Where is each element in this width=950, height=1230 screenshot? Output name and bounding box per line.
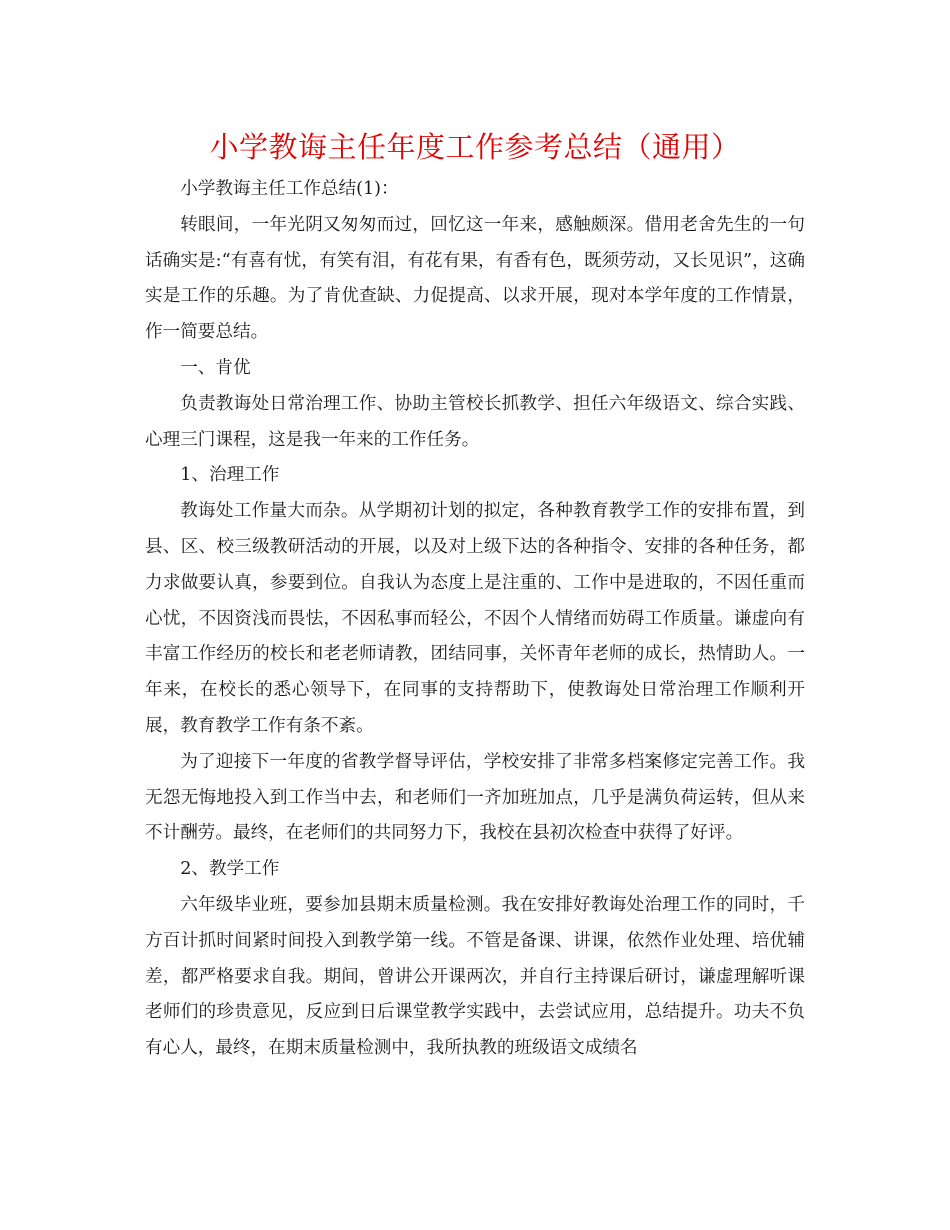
- subsection-heading: 1、治理工作: [180, 465, 280, 486]
- subsection-heading: 2、教学工作: [180, 859, 280, 880]
- paragraph: 为了迎接下一年度的省教学督导评估，学校安排了非常多档案修定完善工作。我无怨无悔地投入到工作当中去，和老师们一齐加班加点，几乎是满负荷运转，但从来不计酬劳。最终，在老师们的共同努力下，我校在县初次检查中获得了好评。: [145, 751, 805, 844]
- section-heading: 一、肯优: [180, 357, 251, 378]
- paragraph-heading-1: 小学教诲主任工作总结(1)：: [180, 179, 399, 199]
- document-body: [145, 172, 805, 1067]
- paragraph: 六年级毕业班，要参加县期末质量检测。我在安排好教诲处治理工作的同时，千方百计抓时间紧时间投入到教学第一线。不管是备课、讲课，依然作业处理、培优辅差，都严格要求自我。期间，曾讲公开课两次，并自行主持课后研讨，谦虚理解听课老师们的珍贵意见，反应到日后课堂教学实践中，去尝试应用，总结提升。功夫不负有心人，最终，在期末质量检测中，我所执教的班级语文成绩名: [145, 894, 805, 1059]
- paragraph: 转眼间，一年光阴又匆匆而过，回忆这一年来，感触颇深。借用老舍先生的一句话确实是:“有喜有忧，有笑有泪，有花有果，有香有色，既须劳动，又长见识”，这确实是工作的乐趣。为了肯优查缺、力促提高、以求开展，现对本学年度的工作情景，作一简要总结。: [145, 214, 805, 343]
- paragraph: 教诲处工作量大而杂。从学期初计划的拟定，各种教育教学工作的安排布置，到县、区、校三级教研活动的开展，以及对上级下达的各种指令、安排的各种任务，都力求做要认真，参要到位。自我认为态度上是注重的、工作中是进取的，不因任重而心忧，不因资浅而畏怯，不因私事而轻公，不因个人情绪而妨碍工作质量。谦虚向有丰富工作经历的校长和老老师请教，团结同事，关怀青年老师的成长，热情助人。一年来，在校长的悉心领导下，在同事的支持帮助下，使教诲处日常治理工作顺利开展，教育教学工作有条不紊。: [145, 501, 805, 736]
- document-title: 小学教诲主任年度工作参考总结（通用）: [209, 130, 741, 164]
- paragraph: 负责教诲处日常治理工作、协助主管校长抓教学、担任六年级语文、综合实践、心理三门课程，这是我一年来的工作任务。: [145, 393, 805, 450]
